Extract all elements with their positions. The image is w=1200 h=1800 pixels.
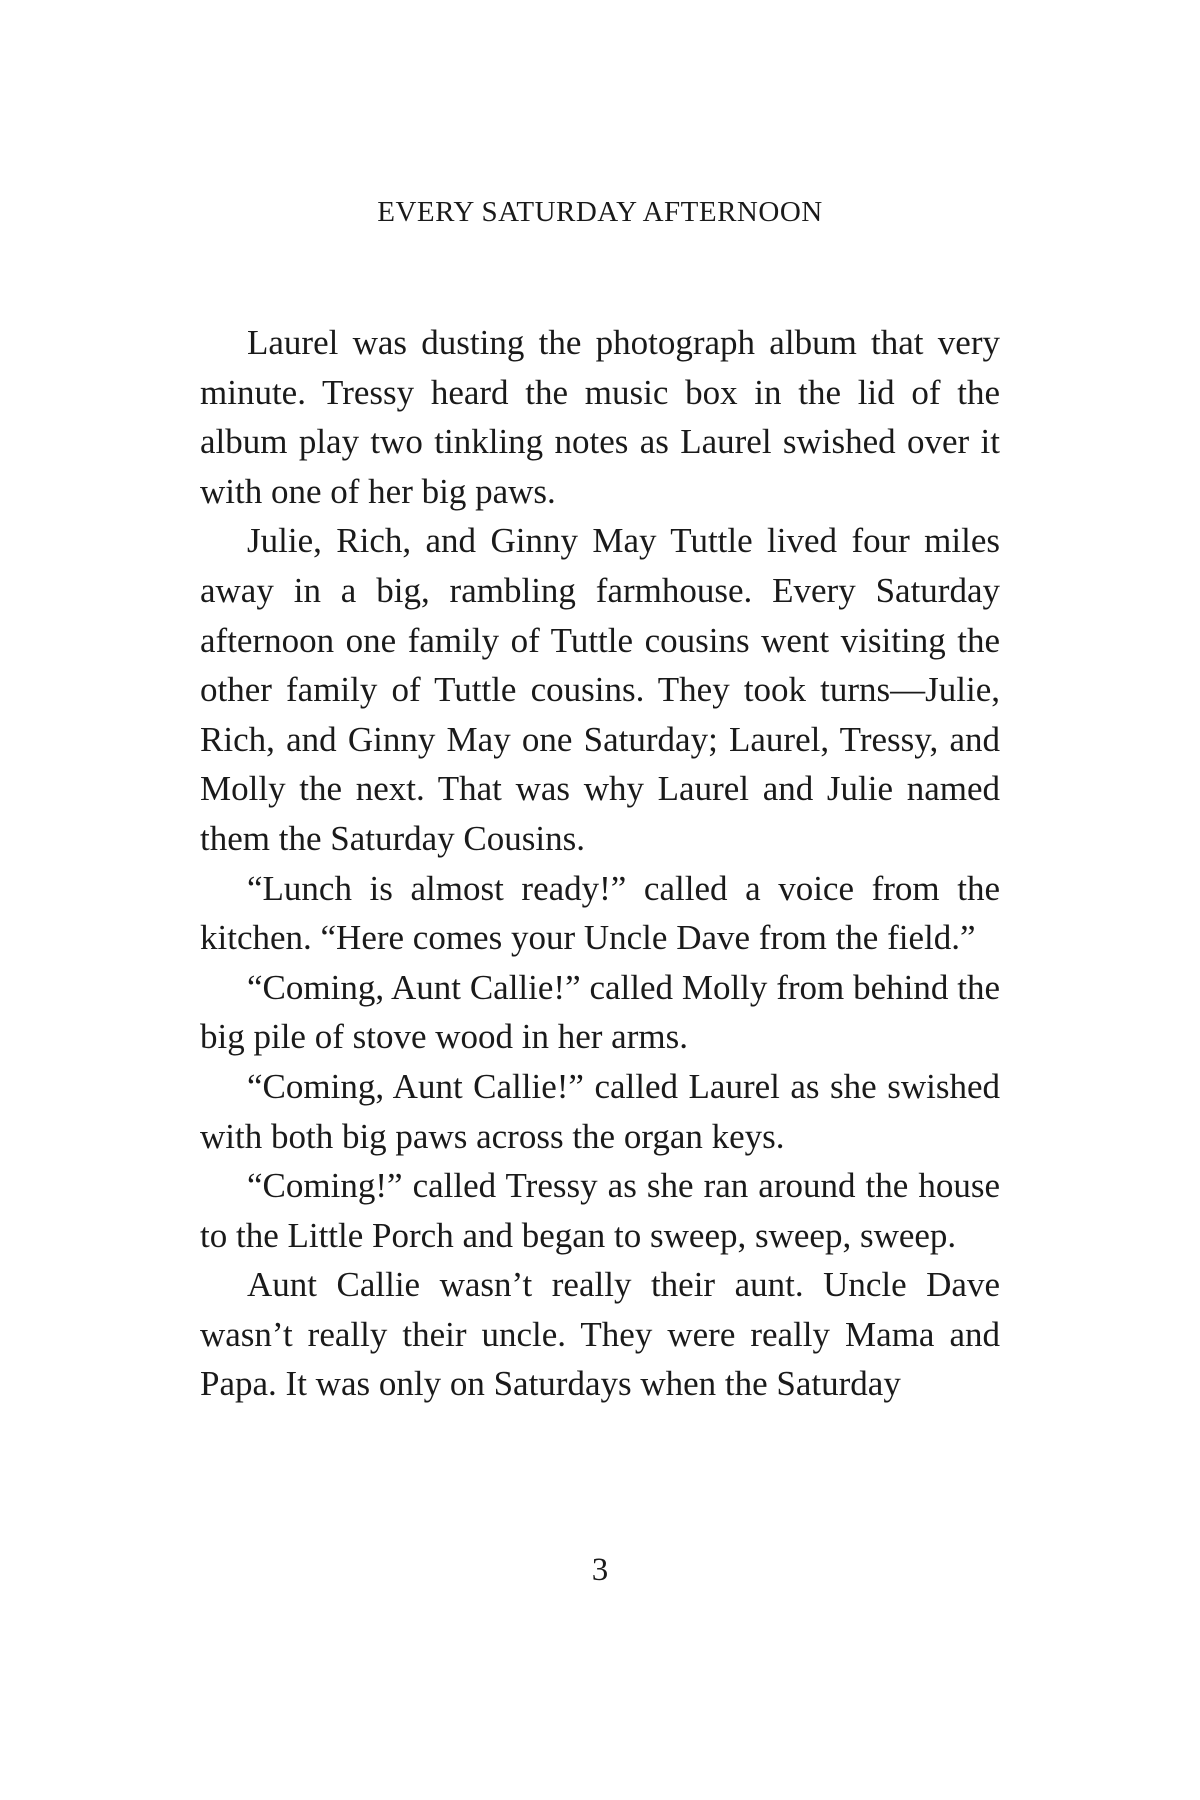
page-number: 3	[591, 1552, 609, 1588]
paragraph-4: “Coming, Aunt Callie!” called Molly from behind the big pile of stove wood in her arms.	[200, 967, 1000, 1057]
paragraph-2: Julie, Rich, and Ginny May Tuttle lived four miles away in a big, rambling farmhouse. Every Saturday afternoon one family of Tuttle cousins went visiting the other family of Tuttle cousins. They took turns—Julie, Rich, and Ginny May one Saturday; Laurel, Tressy, and Molly the next. That was why Laurel and Julie named them the Saturday Cousins.	[200, 521, 1000, 858]
paragraph-6: “Coming!” called Tressy as she ran around the house to the Little Porch and began to sweep, sweep, sweep.	[200, 1166, 1000, 1255]
running-head: EVERY SATURDAY AFTERNOON	[377, 196, 823, 228]
paragraph-3: “Lunch is almost ready!” called a voice from the kitchen. “Here comes your Uncle Dave from the field.”	[200, 868, 1000, 958]
body-text	[200, 318, 1000, 1409]
paragraph-7: Aunt Callie wasn’t really their aunt. Uncle Dave wasn’t really their uncle. They were really Mama and Papa. It was only on Saturdays when the Saturday	[200, 1265, 1000, 1404]
paragraph-5: “Coming, Aunt Callie!” called Laurel as she swished with both big paws across the organ keys.	[200, 1066, 1000, 1156]
paragraph-1: Laurel was dusting the photograph album that very minute. Tressy heard the music box in the lid of the album play two tinkling notes as Laurel swished over it with one of her big paws.	[200, 323, 1000, 511]
